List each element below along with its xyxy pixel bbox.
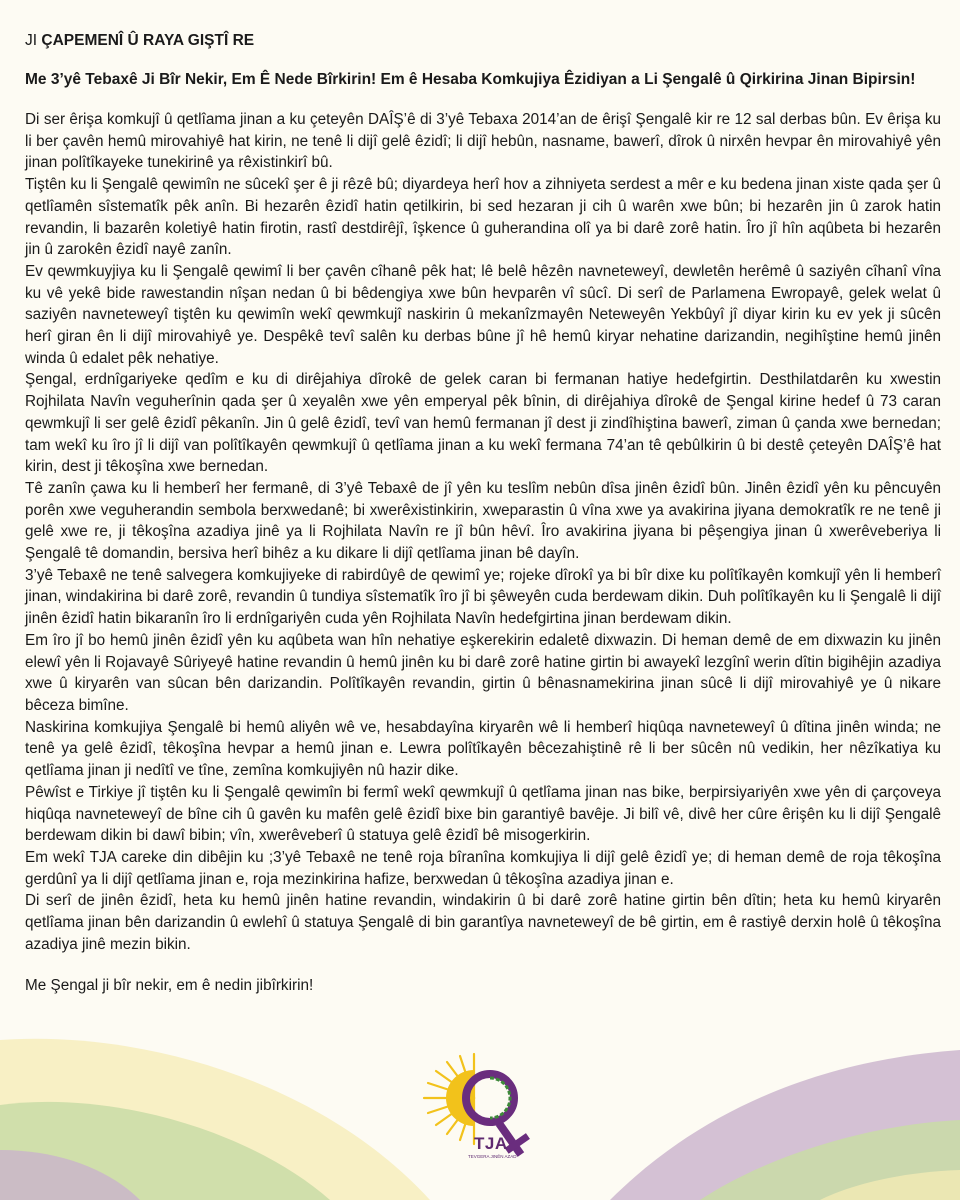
paragraph: Şengal, erdnîgariyeke qedîm e ku di dirêjahiya dîrokê de gelek caran bi fermanan hatiye hedefgirtin. Desthilatdarên ku xwestin Rojhilata Navîn veguherînin qada şer û xeyalên xwe yên emperyal pêk bînin, di dirêjahiya dîrokê de Şengal kirine hedef û 73 caran qewmkujî li ser gelê êzidî pêkanîn. Jin û gelê êzidî, tevî van hemû fermanan jî dest ji zindîhiştina bawerî, ziman û çanda xwe bernedan; tam wekî ku îro jî li dijî van polîtîkayên qewmkujî û qetlîama jinan a ku wekî fermana 74’an tê qebûlkirin û bi destê çeteyên DAÎŞ’ê hat kirin, dest ji têkoşîna xwe bernedan. [25, 371, 941, 476]
tja-sun-venus-logo-icon [418, 1048, 548, 1188]
document-subtitle: Me 3’yê Tebaxê Ji Bîr Nekir, Em Ê Nede Bîrkirin! Em ê Hesaba Komkujiya Êzidiyan a Li Şengalê û Qirkirina Jinan Bipirsin! [25, 71, 916, 88]
paragraph: Di serî de jinên êzidî, heta ku hemû jinên hatine revandin, windakirin û bi darê zorê hatine girtin bên dîtin; heta ku hemû kiryarên qetlîama jinan bên darizandin û ewlehî û statuya Şengalê di bin garantîya navneteweyî de bê girtin, em ê rastiyê derxin holê û têkoşîna azadiya jinê mezin bikin. [25, 892, 941, 953]
paragraph: Di ser êrişa komkujî û qetlîama jinan a ku çeteyên DAÎŞ’ê di 3’yê Tebaxa 2014’an de êrişî Şengalê kir re 12 sal derbas bûn. Ev êrişa ku li ber çavên hemû mirovahiyê hat kirin, ne tenê li dijî gelê êzidî; li dijî hebûn, nasname, bawerî, dîrok û nirxên hevpar ên mirovahiyê yên jinan polîtîkayeke tunekirinê ya rêxistinkirî bû. [25, 111, 941, 172]
paragraph: Naskirina komkujiya Şengalê bi hemû aliyên wê ve, hesabdayîna kiryarên wê li hemberî hiqûqa navneteweyî û dîtina jinên winda; ne tenê ya gelê êzidî, têkoşîna hevpar a hemû jinan e. Lewra polîtîkayên bêcezahiştinê rê li ber sûcên nû vedikin, her nêzîkatiya ku qetlîama jinan ji nedîtî ve tîne, zemîna komkujiyên nû hazir dike. [25, 718, 941, 780]
logo-subtext: TEVGERA JINÊN AZAD [468, 1154, 517, 1159]
logo-text: TJA [474, 1134, 508, 1153]
paragraph: Tiştên ku li Şengalê qewimîn ne sûcekî şer ê ji rêzê bû; diyardeya herî hov a zihniyeta serdest a mêr e ku bedena jinan xiste qada şer û qetlîamên sîstematîk pêk anîn. Bi hezarên êzidî hatin qetilkirin, bi sed hezaran ji cih û warên xwe bûn; bi hezarên jin û zarok hatin revandin, li bazarên koletiyê hatin firotin, rastî destdirêjî, îşkence û guherandina olî ya bi darê zorê hatin. Îro jî hîn aqûbeta bi hezarên jin û zarokên êzidî nayê zanîn. [25, 176, 941, 259]
paragraph: Pêwîst e Tirkiye jî tiştên ku li Şengalê qewimîn bi fermî wekî qewmkujî û qetlîama jinan nas bike, berpirsiyariyên xwe yên di çarçoveya hiqûqa navneteweyî de bîne cih û gavên ku mafên gelê êzidî bixe bin garantiyê bavêje. Ji bilî vê, divê her cûre êrişên ku li dijî Şengalê berdewam dikin bi dawî bibin; vîn, xwerêveberî û statuya gelê êzidî bê misogerkirin. [25, 783, 941, 845]
press-release-document [25, 30, 941, 997]
heading-prefix: JI [25, 32, 38, 49]
closing-statement: Me Şengal ji bîr nekir, em ê nedin jibîrkirin! [25, 977, 314, 995]
document-heading [25, 30, 941, 52]
paragraph: 3’yê Tebaxê ne tenê salvegera komkujiyeke di rabirdûyê de qewimî ye; rojeke dîrokî ya bi bîr dixe ku polîtîkayên komkujî yên li hemberî jinan, windakirina bi darê zorê, revandin û tundiya sîstematîk îro jî bi şêweyên cuda berdewam dikin. Duh polîtîkayên ku li Şengalê li dijî jinên êzidî hatin bikaranîn îro li erdnîgariyên cuda yên Rojhilata Navîn hedefgirtina jinan berdewam dikin. [25, 566, 941, 628]
paragraph: Em îro jî bo hemû jinên êzidî yên ku aqûbeta wan hîn nehatiye eşkerekirin edaletê dixwazin. Di heman demê de em dixwazin ku jinên elewî yên li Rojavayê Sûriyeyê hatine revandin û hemû jinên ku bi darê zorê hatine girtin bi awayekî lezgînî werin dîtin bigihêjin azadiya xwe û kiryarên van sûcan bên darizandin. Polîtîkayên revandin, girtin û bênasnamekirina jinan sûcê li dijî mirovahiyê ye û nikare bêceza bimîne. [25, 631, 941, 714]
paragraph: Ev qewmkuyjiya ku li Şengalê qewimî li ber çavên cîhanê pêk hat; lê belê hêzên navneteweyî, dewletên herêmê û saziyên cîhanî vîna ku vê yekê bide rawestandin nîşan nedan û bi bêdengiya xwe bûn hevparên vî sûcî. Di serî de Parlamena Ewropayê, gelek welat û saziyên navneteweyî tiştên ku qewimîn wekî qewmkujî naskirin û mekanîzmayên Neteweyên Yekbûyî jî diyar kirin ku ev yek ji sûcên herî giran ên li dijî mirovahiyê ye. Despêkê tevî salên ku derbas bûne jî hê hemû kiryar nehatine darizandin, negihîştine hemû jinên winda û edalet pêk nehatiye. [25, 262, 941, 367]
heading-title: ÇAPEMENÎ Û RAYA GIŞTÎ RE [41, 32, 255, 49]
paragraph: Em wekî TJA careke din dibêjin ku ;3’yê Tebaxê ne tenê roja bîranîna komkujiya li dijî gelê êzidî ye; di heman demê de roja têkoşîna gerdûnî ya li dijî qetlîama jinan e, roja mezinkirina hafize, berxwedan û têkoşîna azadiya jinan e. [25, 848, 941, 888]
paragraph: Tê zanîn çawa ku li hemberî her fermanê, di 3’yê Tebaxê de jî yên ku teslîm nebûn dîsa jinên êzidî bûn. Jinên êzidî yên ku pêncuyên porên xwe veguherandin sembola berxwedanê; bi xwerêxistinkirin, xweparastin û vîna xwe ya avakirina jiyana demokratîk re ne tenê ji gelê xwe re, ji têkoşîna azadiya jinê ya li Rojhilata Navîn re jî bûn hêvî. Îro avakirina jiyana bi pêşengiya jinan û xwerêveberiya li Şengalê tê domandin, bersiva herî bihêz a ku dikare li dijî qetlîama jinan bê dayîn. [25, 479, 941, 563]
